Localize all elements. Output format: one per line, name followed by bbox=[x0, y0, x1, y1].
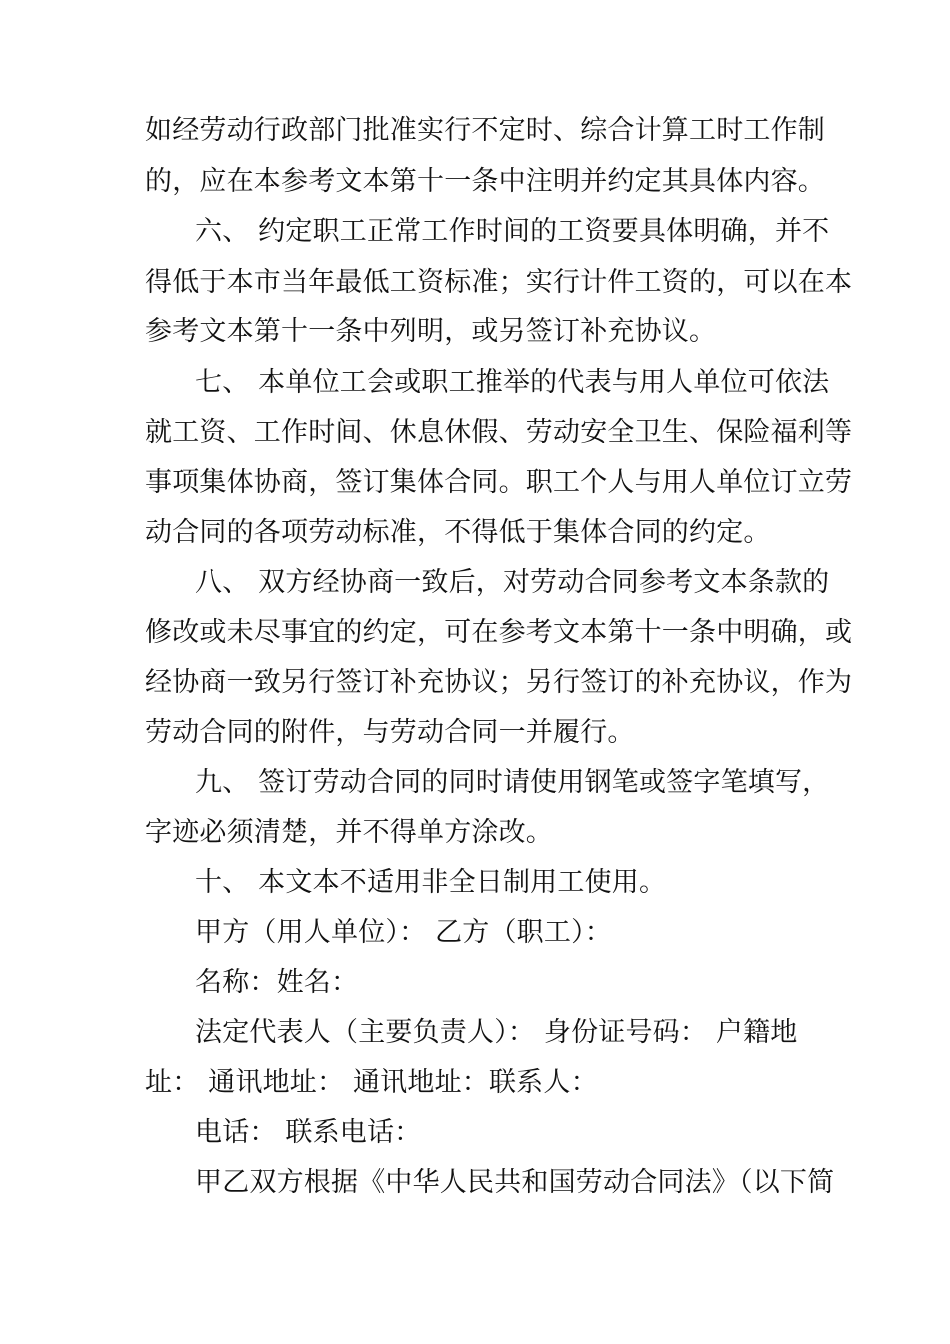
text-line: 的，应在本参考文本第十一条中注明并约定其具体内容。 bbox=[145, 166, 825, 197]
text-line: 甲乙双方根据《中华人民共和国劳动合同法》（以下简 bbox=[195, 1167, 835, 1198]
text-line: 七、 本单位工会或职工推举的代表与用人单位可依法 bbox=[195, 367, 830, 398]
text-line: 事项集体协商，签订集体合同。职工个人与用人单位订立劳 bbox=[145, 467, 853, 498]
text-line: 劳动合同的附件，与劳动合同一并履行。 bbox=[145, 717, 635, 748]
text-line: 电话： 联系电话： bbox=[195, 1117, 422, 1148]
text-line: 六、 约定职工正常工作时间的工资要具体明确，并不 bbox=[195, 216, 830, 247]
text-line: 甲方（用人单位）： 乙方（职工）： bbox=[195, 917, 612, 948]
text-line: 得低于本市当年最低工资标准；实行计件工资的，可以在本 bbox=[145, 267, 853, 298]
text-line: 如经劳动行政部门批准实行不定时、综合计算工时工作制 bbox=[145, 115, 825, 146]
text-line: 址： 通讯地址： 通讯地址：联系人： bbox=[145, 1067, 598, 1098]
text-line: 参考文本第十一条中列明，或另签订补充协议。 bbox=[145, 316, 717, 347]
text-line: 动合同的各项劳动标准，不得低于集体合同的约定。 bbox=[145, 517, 771, 548]
text-line: 十、 本文本不适用非全日制用工使用。 bbox=[195, 867, 667, 898]
text-line: 八、 双方经协商一致后，对劳动合同参考文本条款的 bbox=[195, 567, 830, 598]
text-line: 名称：姓名： bbox=[195, 967, 359, 998]
text-line: 法定代表人（主要负责人）： 身份证号码： 户籍地 bbox=[195, 1017, 798, 1048]
text-line: 就工资、工作时间、休息休假、劳动安全卫生、保险福利等 bbox=[145, 417, 853, 448]
text-line: 经协商一致另行签订补充协议；另行签订的补充协议，作为 bbox=[145, 667, 853, 698]
text-line: 字迹必须清楚，并不得单方涂改。 bbox=[145, 817, 553, 848]
text-line: 九、 签订劳动合同的同时请使用钢笔或签字笔填写， bbox=[195, 767, 830, 798]
text-line: 修改或未尽事宜的约定，可在参考文本第十一条中明确，或 bbox=[145, 617, 853, 648]
